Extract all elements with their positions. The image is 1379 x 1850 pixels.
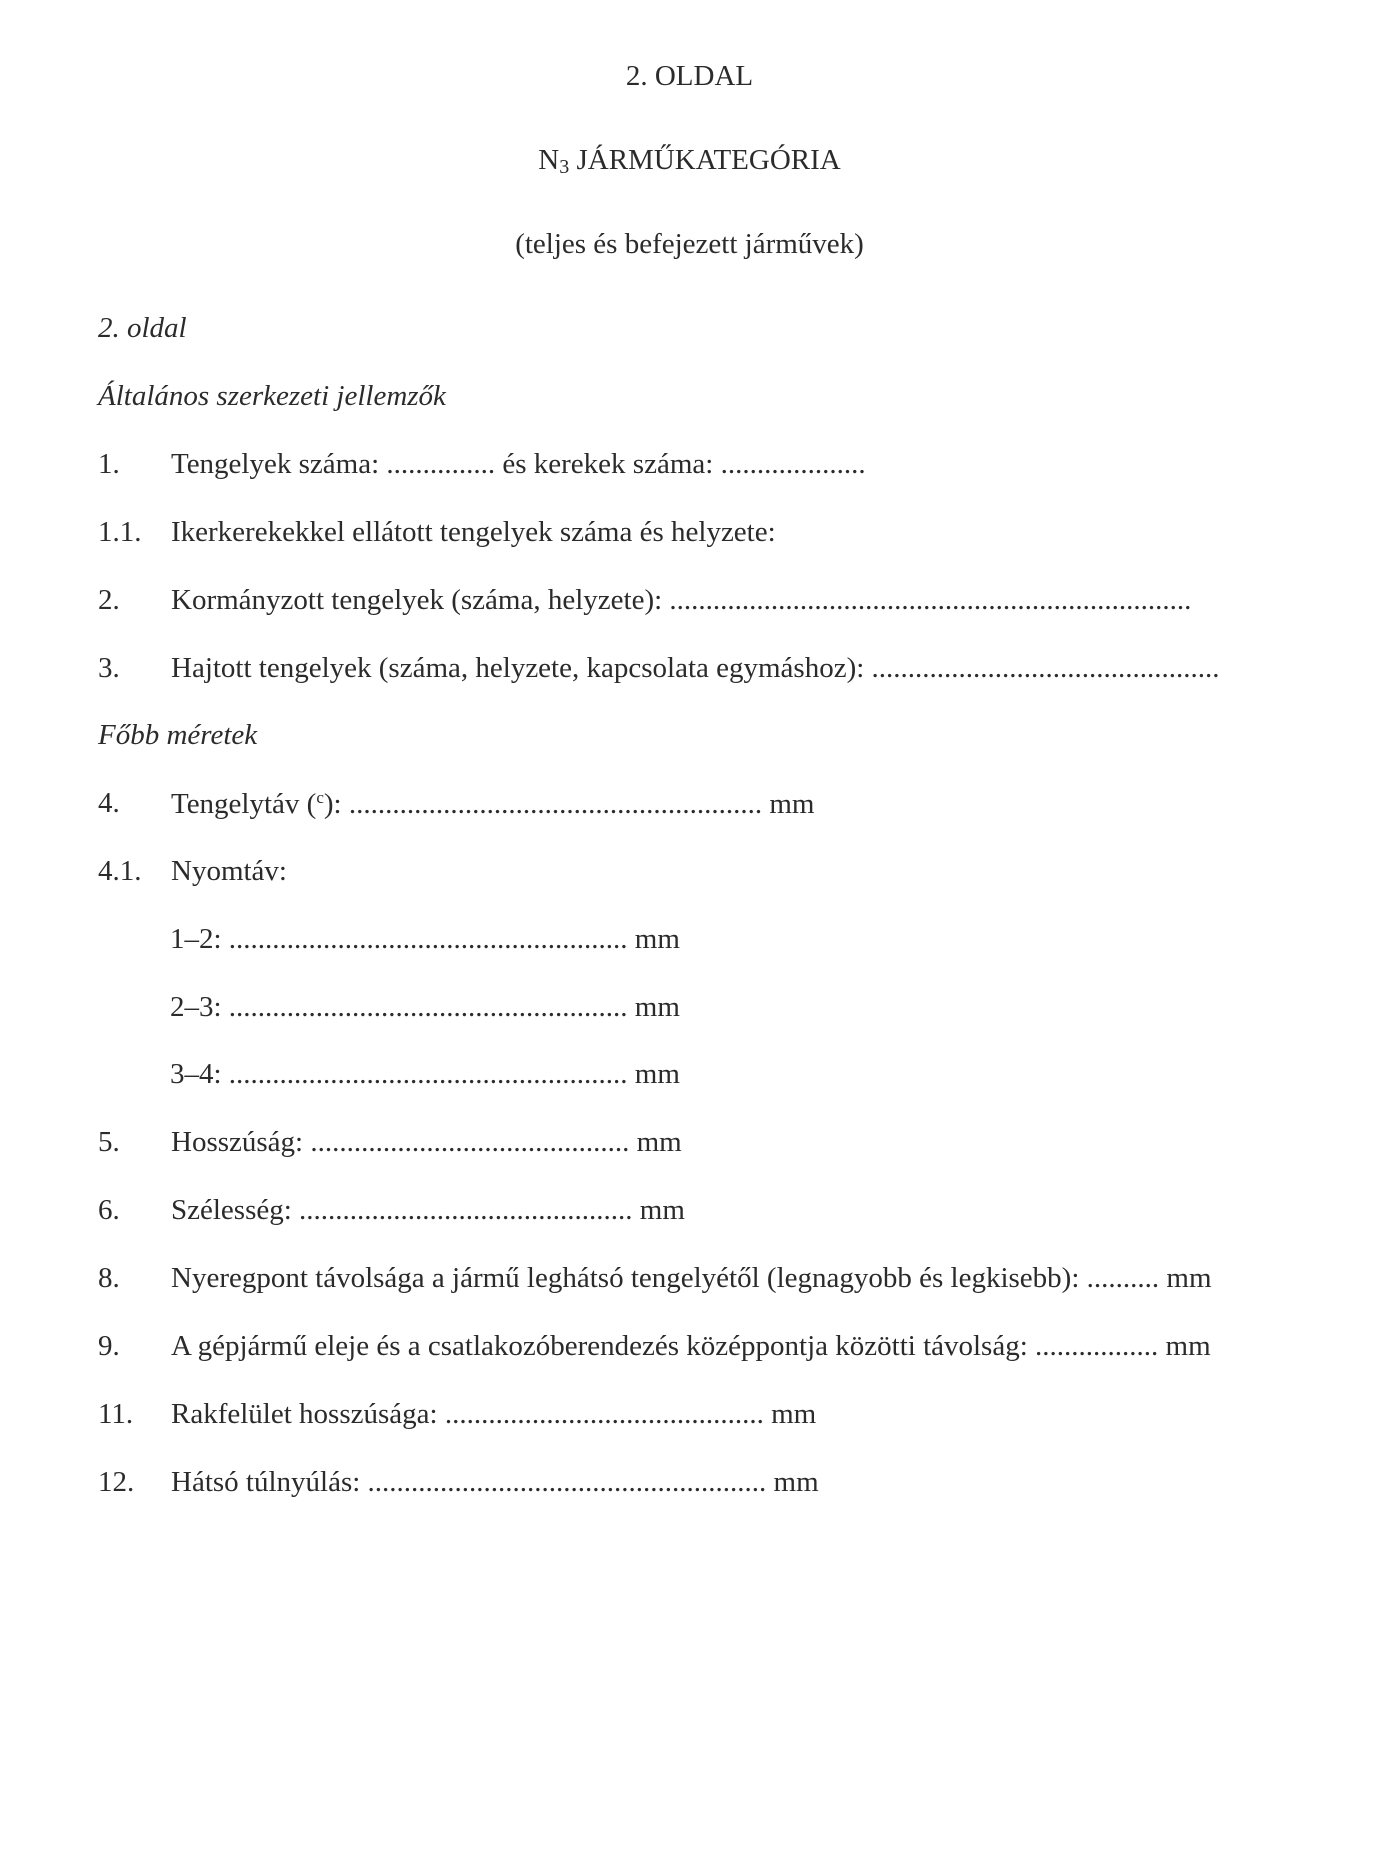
page-italic-label: 2. oldal: [98, 312, 187, 344]
item-number: 8.: [98, 1262, 120, 1294]
track-1-2: 1–2: ....................................................... mm: [170, 923, 680, 955]
track-2-3: 2–3: ....................................................... mm: [170, 991, 680, 1023]
category-subscript: 3: [559, 156, 570, 178]
item-number: 3.: [98, 652, 120, 684]
item-text: Rakfelület hosszúsága: ............................................ mm: [171, 1398, 817, 1430]
item-text: Ikerkerekekkel ellátott tengelyek száma és helyzete:: [171, 516, 776, 548]
category-rest: JÁRMŰKATEGÓRIA: [569, 144, 841, 176]
item-number: 1.: [98, 448, 120, 480]
item-text: Kormányzott tengelyek (száma, helyzete): ........................................................................: [171, 584, 1192, 616]
item-text: Hátsó túlnyúlás: ....................................................... mm: [171, 1466, 819, 1498]
item-number: 4.: [98, 787, 120, 819]
vehicle-category-title: [0, 146, 1379, 177]
text-before: Tengelytáv (: [171, 788, 317, 820]
item-text: [171, 789, 814, 819]
item-number: 1.1.: [98, 516, 142, 548]
item-text: Nyomtáv:: [171, 855, 287, 887]
footnote-marker: c: [316, 788, 324, 807]
text-after: ): ......................................................... mm: [323, 788, 815, 820]
item-number: 11.: [98, 1398, 134, 1430]
item-text: Szélesség: .............................................. mm: [171, 1194, 685, 1226]
item-number: 4.1.: [98, 855, 142, 887]
category-prefix: N: [538, 144, 560, 176]
item-text: Hosszúság: ............................................ mm: [171, 1126, 682, 1158]
item-number: 2.: [98, 584, 120, 616]
section-general-title: Általános szerkezeti jellemzők: [98, 380, 446, 412]
item-number: 6.: [98, 1194, 120, 1226]
track-3-4: 3–4: ....................................................... mm: [170, 1058, 680, 1090]
item-text: Nyeregpont távolsága a jármű leghátsó tengelyétől (legnagyobb és legkisebb): .......... mm: [171, 1262, 1212, 1294]
page-label: 2. OLDAL: [625, 60, 754, 92]
item-text: Hajtott tengelyek (száma, helyzete, kapcsolata egymáshoz): ................................................: [171, 652, 1220, 684]
item-text: A gépjármű eleje és a csatlakozóberendezés középpontja közötti távolság: ................. mm: [171, 1330, 1211, 1362]
item-number: 5.: [98, 1126, 120, 1158]
item-number: 9.: [98, 1330, 120, 1362]
subtitle: (teljes és befejezett járművek): [515, 228, 864, 260]
section-dimensions-title: Főbb méretek: [98, 719, 258, 751]
item-number: 12.: [98, 1466, 135, 1498]
item-text: Tengelyek száma: ............... és kerekek száma: ....................: [171, 448, 866, 480]
